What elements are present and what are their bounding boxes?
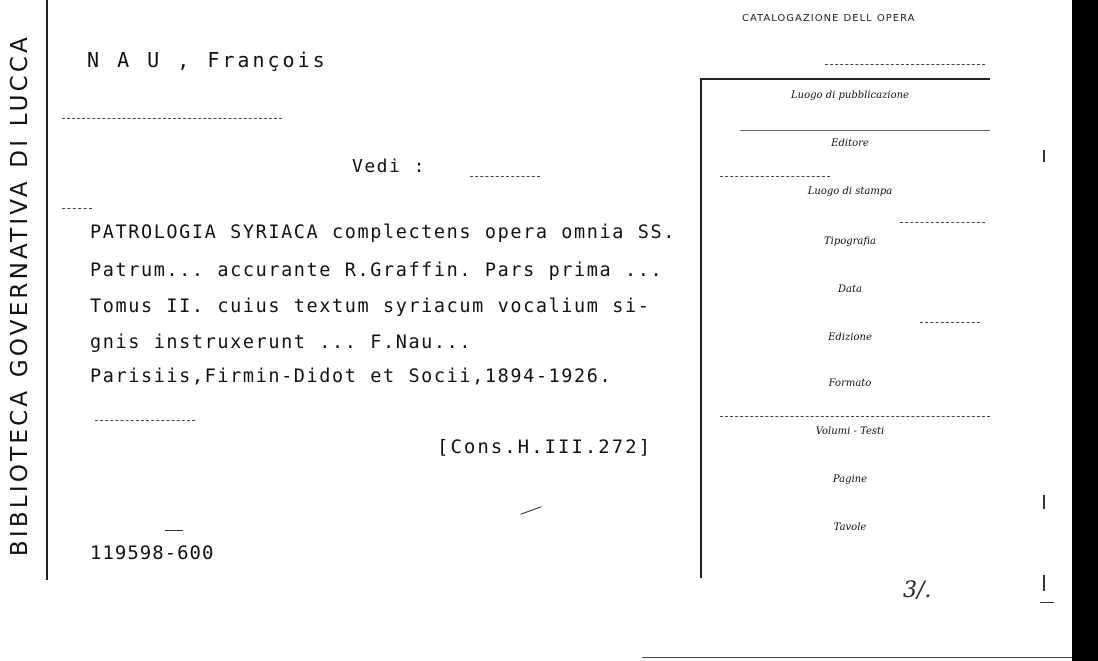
form-field-place: Luogo di pubblicazione: [791, 90, 909, 101]
divider: [62, 208, 92, 210]
handwritten-note: 3/.: [903, 578, 932, 603]
library-stamp: [4, 10, 36, 580]
entry-line: gnis instruxerunt ... F.Nau...: [90, 332, 473, 353]
form-header-stamp: CATALOGAZIONE DELL OPERA: [742, 13, 916, 24]
bottom-rule: [642, 657, 1072, 658]
see-also-label: Vedi :: [352, 156, 427, 177]
form-field-printer: Tipografia: [823, 236, 877, 247]
form-field-printing-place: Luogo di stampa: [807, 186, 893, 197]
edge-mark: [1043, 575, 1045, 591]
inventory-number: 119598-600: [90, 542, 215, 564]
form-rule: [900, 222, 985, 224]
library-stamp-text: BIBLIOTECA GOVERNATIVA DI LUCCA: [7, 33, 33, 557]
entry-line: Parisiis,Firmin-Didot et Socii,1894-1926.: [90, 366, 613, 387]
edge-mark: [1040, 602, 1054, 603]
edge-mark: [1043, 495, 1045, 509]
cataloguing-form: [700, 78, 990, 578]
edge-mark: [1043, 150, 1045, 162]
form-rule: [720, 416, 990, 418]
entry-line: Tomus II. cuius textum syriacum vocalium si-: [90, 296, 651, 317]
form-field-volumes: Volumi - Testi: [815, 426, 885, 437]
pen-mark: [165, 530, 183, 531]
form-rule: [720, 176, 830, 178]
margin-rule: [46, 0, 48, 580]
author-heading: N A U , François: [87, 48, 328, 72]
form-field-plates: Tavole: [833, 522, 867, 533]
form-field-edition: Edizione: [828, 332, 872, 343]
entry-line: Patrum... accurante R.Graffin. Pars prima ...: [90, 260, 664, 281]
form-field-date: Data: [838, 284, 862, 295]
divider: [470, 176, 540, 178]
form-field-pages: Pagine: [832, 474, 868, 485]
divider: [825, 64, 985, 66]
divider: [95, 420, 195, 422]
form-field-format: Formato: [828, 378, 872, 389]
entry-line: PATROLOGIA SYRIACA complectens opera omnia SS.: [90, 222, 676, 243]
form-field-publisher: Editore: [831, 138, 869, 149]
form-rule: [740, 130, 990, 131]
divider: [62, 118, 282, 120]
pen-mark: [520, 506, 541, 514]
form-left-rule: [700, 78, 702, 578]
form-top-rule: [700, 78, 990, 80]
shelfmark: [Cons.H.III.272]: [437, 436, 653, 458]
form-rule: [920, 322, 980, 324]
scan-edge: [1072, 0, 1098, 661]
